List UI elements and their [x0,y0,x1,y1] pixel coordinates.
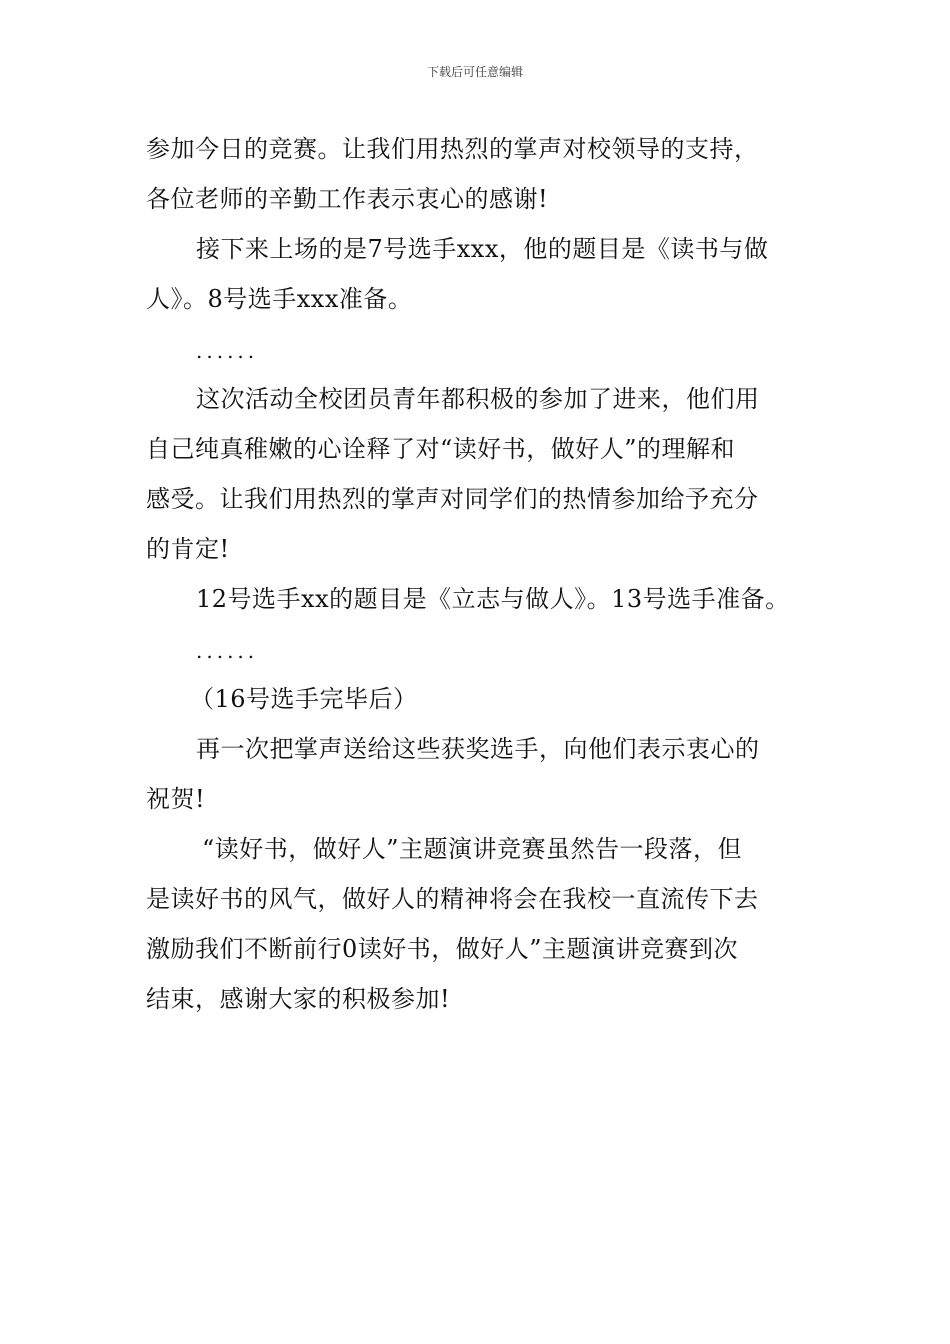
text-line: 是读好书的风气，做好人的精神将会在我校一直流传下去 [146,885,759,913]
text-line: 各位老师的辛勤工作表示衷心的感谢! [146,185,549,213]
text-line: “读好书，做好人”主题演讲竞赛虽然告一段落，但 [202,835,743,863]
text-line: 人》。8号选手xxx准备。 [146,285,413,313]
text-line: 的肯定! [146,535,230,563]
text-line: 激励我们不断前行0读好书，做好人”主题演讲竞赛到次 [146,935,739,963]
text-line: 接下来上场的是7号选手xxx，他的题目是《读书与做 [196,235,769,263]
text-line: 感受。让我们用热烈的掌声对同学们的热情参加给予充分 [146,485,759,513]
text-line: 12号选手xx的题目是《立志与做人》。13号选手准备。 [196,585,790,613]
text-line: （16号选手完毕后） [190,685,418,713]
text-line: 自己纯真稚嫩的心诠释了对“读好书，做好人”的理解和 [146,435,736,463]
text-line: 参加今日的竞赛。让我们用热烈的掌声对校领导的支持， [146,135,759,163]
text-line: 再一次把掌声送给这些获奖选手，向他们表示衷心的 [196,735,760,763]
ellipsis-line: ...... [196,339,259,363]
text-line: 祝贺! [146,785,206,813]
text-line: 结束，感谢大家的积极参加! [146,985,451,1013]
page-header: 下载后可任意编辑 [426,65,523,79]
text-line: 这次活动全校团员青年都积极的参加了进来，他们用 [196,385,760,413]
ellipsis-line: ...... [196,639,259,663]
